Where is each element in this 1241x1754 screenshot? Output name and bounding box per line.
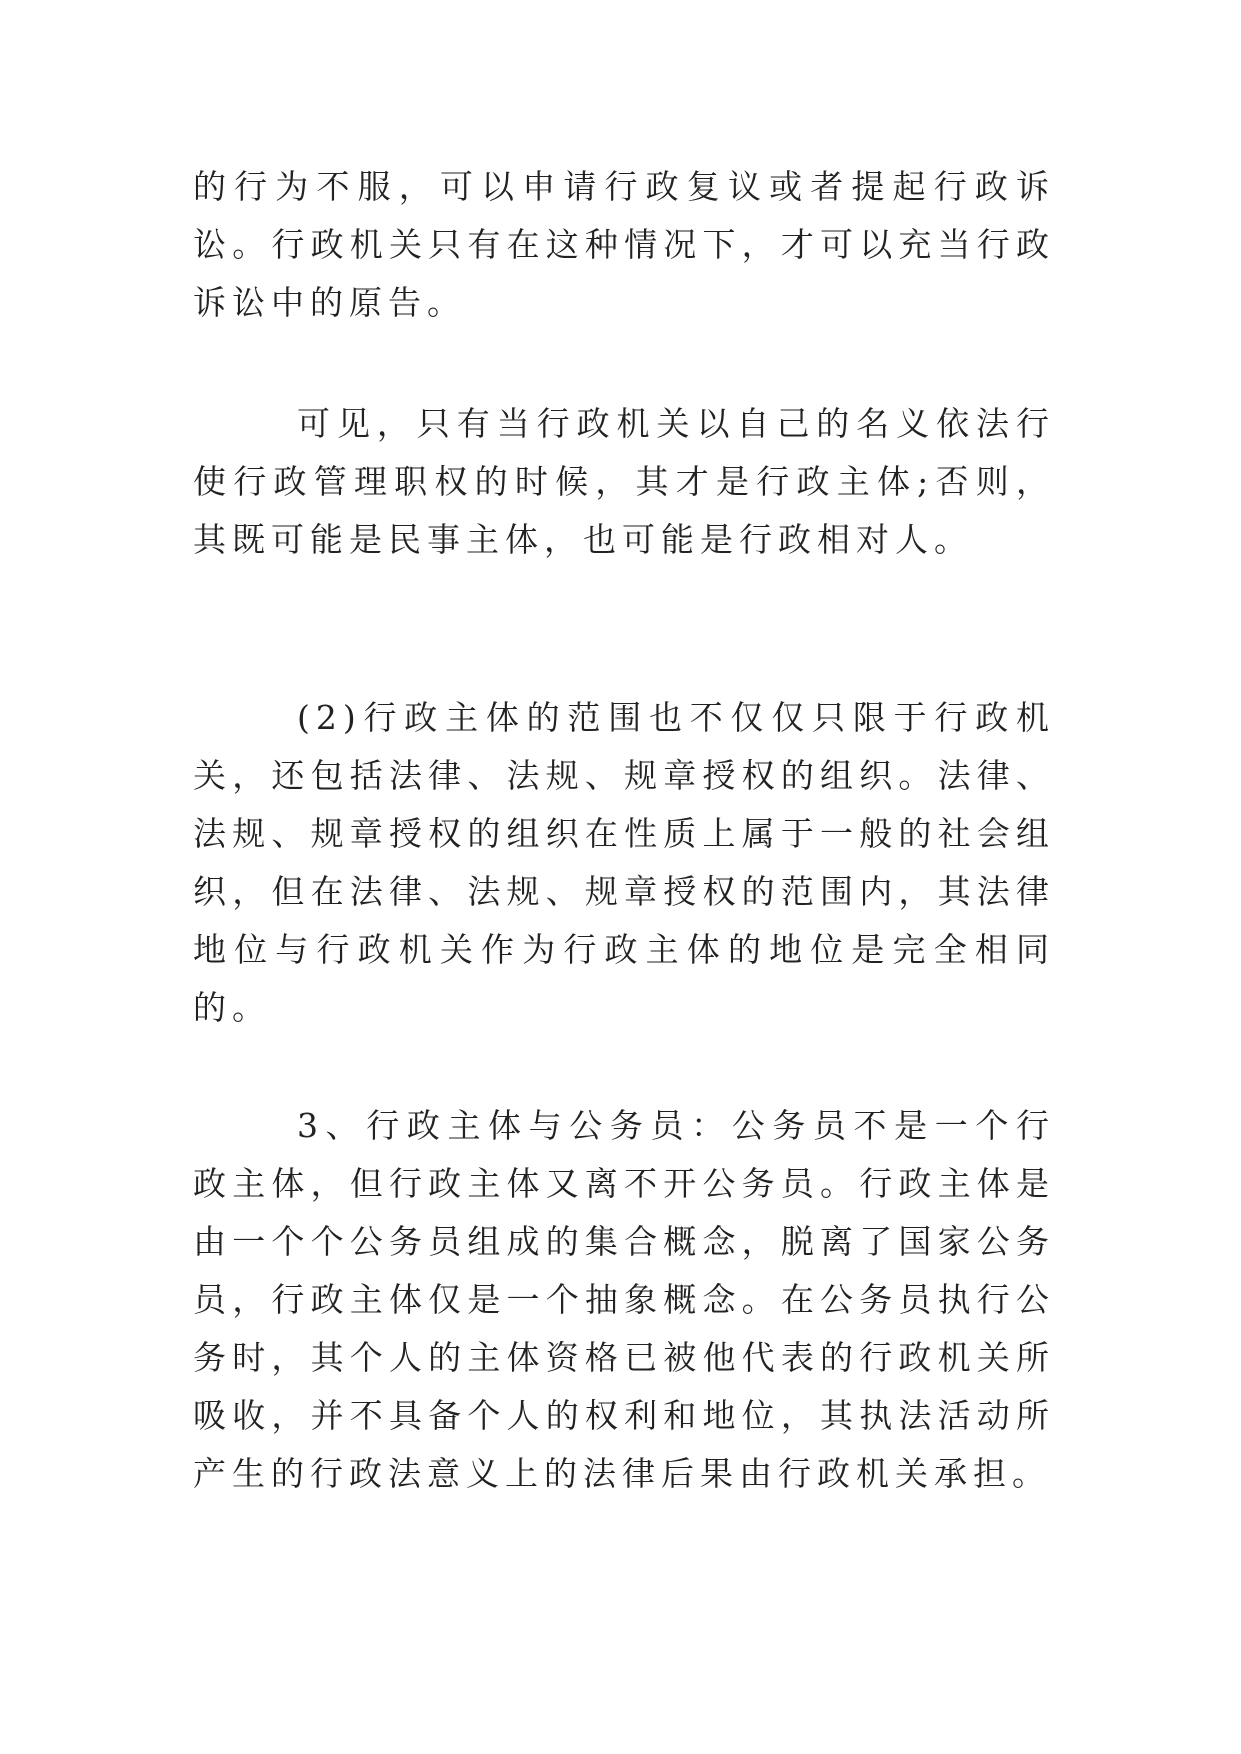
paragraph-subject-and-civil-servants: 3、行政主体与公务员：公务员不是一个行政主体，但行政主体又离不开公务员。行政主体是由一个个公务员组成的集合概念，脱离了国家公务员，行政主体仅是一个抽象概念。在公务员执行公务时，其个人的主体资格已被他代表的行政机关所吸收，并不具备个人的权利和地位，其执法活动所产生的行政法意义上的法律后果由行政机关承担。 bbox=[193, 1106, 1055, 1493]
paragraph-continuation: 的行为不服，可以申请行政复议或者提起行政诉讼。行政机关只有在这种情况下，才可以充当行政诉讼中的原告。 bbox=[193, 167, 1055, 322]
paragraph-scope-of-administrative-subject: (2)行政主体的范围也不仅仅只限于行政机关，还包括法律、法规、规章授权的组织。法律、法规、规章授权的组织在性质上属于一般的社会组织，但在法律、法规、规章授权的范围内，其法律地位与行政机关作为行政主体的地位是完全相同的。 bbox=[193, 698, 1055, 1027]
paragraph-administrative-subject-conclusion: 可见，只有当行政机关以自己的名义依法行使行政管理职权的时候，其才是行政主体;否则，其既可能是民事主体，也可能是行政相对人。 bbox=[193, 404, 1055, 559]
